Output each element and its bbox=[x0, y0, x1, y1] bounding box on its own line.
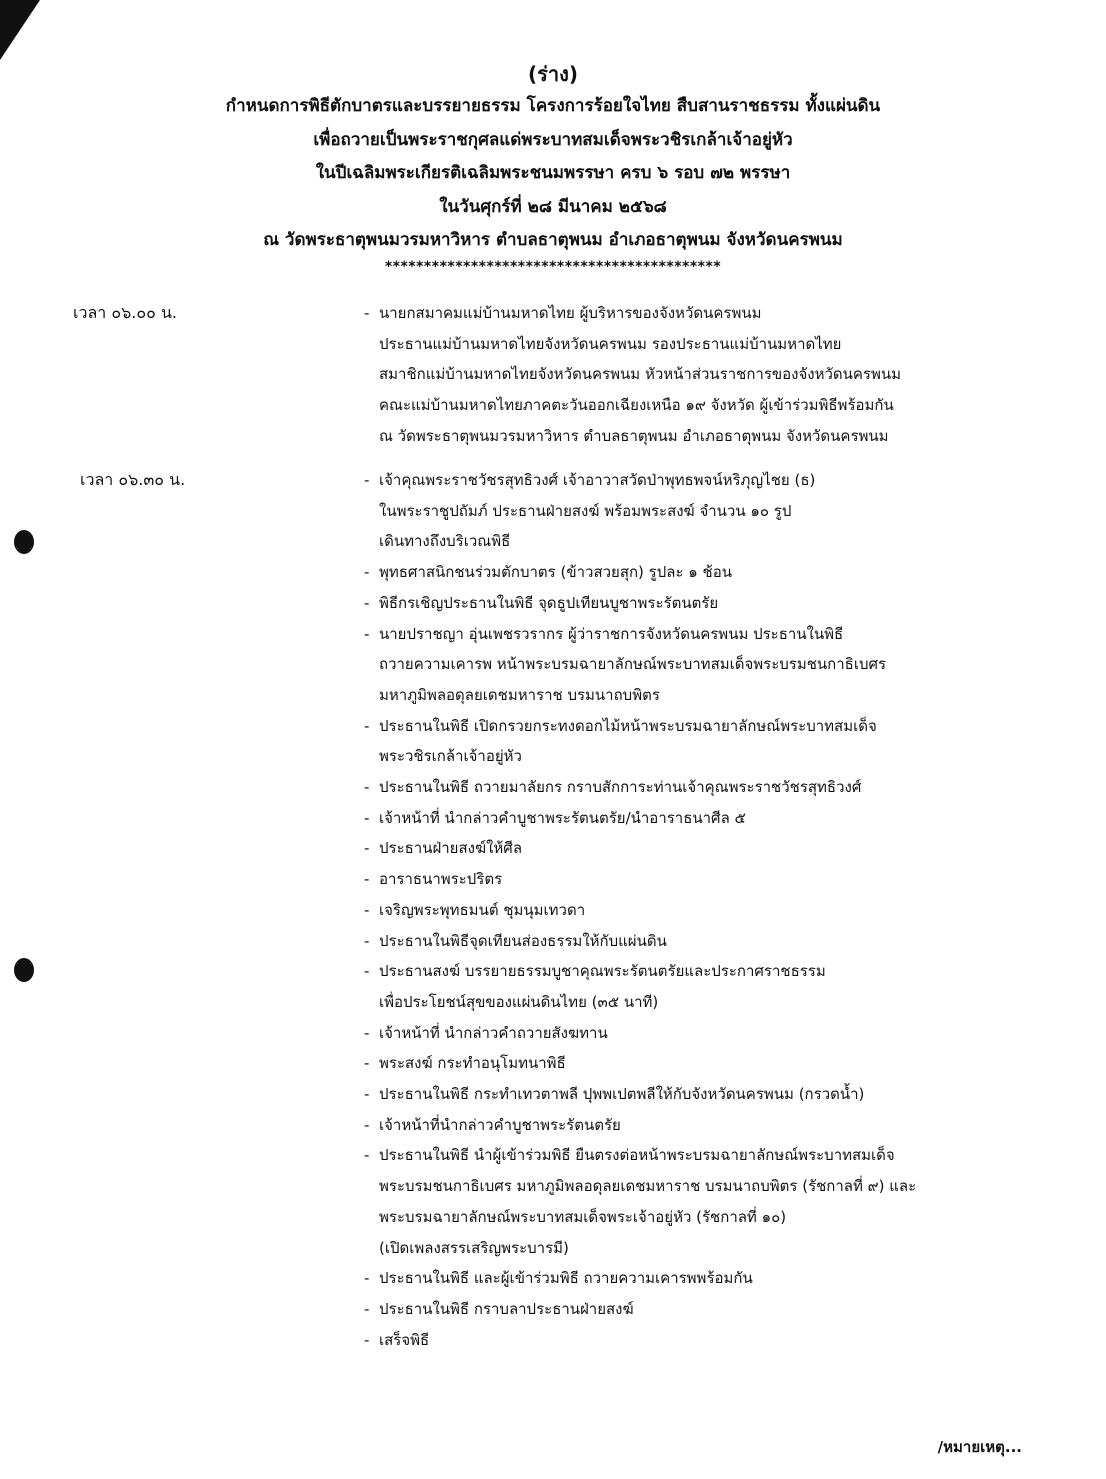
schedule-item-line: ในพระราชูปถัมภ์ ประธานฝ่ายสงฆ์ พร้อมพระสงฆ์ จำนวน ๑๐ รูป bbox=[379, 501, 792, 520]
schedule-time-1: เวลา ๐๖.๐๐ น. bbox=[73, 303, 177, 322]
schedule-item bbox=[364, 803, 1054, 834]
schedule-item-line: - เจ้าหน้าที่ นำกล่าวคำบูชาพระรัตนตรัย/นำอาราธนาศีล ๕ bbox=[379, 808, 746, 827]
schedule-item bbox=[364, 1294, 1054, 1325]
schedule-item bbox=[364, 956, 1054, 1017]
schedule-item-line: เพื่อประโยชน์สุขของแผ่นดินไทย (๓๕ นาที) bbox=[379, 992, 659, 1011]
venue-line: ณ วัดพระธาตุพนมวรมหาวิหาร ตำบลธาตุพนม อำเภอธาตุพนม จังหวัดนครพนม bbox=[263, 230, 843, 250]
schedule-item-line: ถวายความเคารพ หน้าพระบรมฉายาลักษณ์พระบาทสมเด็จพระบรมชนกาธิเบศร bbox=[379, 655, 887, 674]
punch-hole-mark bbox=[14, 530, 34, 554]
schedule-item-line: - พระสงฆ์ กระทำอนุโมทนาพิธี bbox=[379, 1054, 566, 1073]
schedule-item-line: (เปิดเพลงสรรเสริญพระบารมี) bbox=[379, 1238, 569, 1257]
schedule-item bbox=[364, 1079, 1054, 1110]
schedule-item bbox=[364, 1048, 1054, 1079]
document-header bbox=[100, 58, 1006, 276]
footer-note: /หมายเหตุ... bbox=[937, 1438, 1022, 1456]
schedule-items-2 bbox=[364, 465, 1054, 1355]
schedule-item-line: - เจ้าหน้าที่นำกล่าวคำบูชาพระรัตนตรัย bbox=[379, 1115, 621, 1134]
schedule-item-line: - ประธานสงฆ์ บรรยายธรรมบูชาคุณพระรัตนตรัยและประกาศราชธรรม bbox=[379, 962, 826, 981]
schedule-item bbox=[364, 465, 1054, 557]
schedule-item bbox=[364, 1018, 1054, 1049]
schedule-item-line: เดินทางถึงบริเวณพิธี bbox=[379, 532, 511, 551]
schedule-item-line: พระบรมฉายาลักษณ์พระบาทสมเด็จพระเจ้าอยู่หัว (รัชกาลที่ ๑๐) bbox=[379, 1207, 787, 1226]
draft-label: (ร่าง) bbox=[527, 62, 579, 86]
schedule-item-line: - เสร็จพิธี bbox=[379, 1330, 430, 1349]
schedule-item-line: พระวชิรเกล้าเจ้าอยู่หัว bbox=[379, 747, 522, 766]
schedule-item-line: สมาชิกแม่บ้านมหาดไทยจังหวัดนครพนม หัวหน้าส่วนราชการของจังหวัดนครพนม bbox=[379, 365, 902, 384]
schedule-item bbox=[364, 619, 1054, 711]
schedule-item bbox=[364, 1110, 1054, 1141]
schedule-item bbox=[364, 711, 1054, 772]
schedule-item-line: ประธานแม่บ้านมหาดไทยจังหวัดนครพนม รองประธานแม่บ้านมหาดไทย bbox=[379, 334, 842, 353]
schedule-item-line: - อาราธนาพระปริตร bbox=[379, 870, 503, 889]
schedule-item bbox=[364, 557, 1054, 588]
schedule-item-line: - ประธานในพิธี ถวายมาลัยกร กราบสักการะท่านเจ้าคุณพระราชวัชรสุทธิวงศ์ bbox=[379, 778, 862, 797]
schedule-item-line: - ประธานในพิธี กราบลาประธานฝ่ายสงฆ์ bbox=[379, 1299, 634, 1318]
schedule-item-line: มหาภูมิพลอดุลยเดชมหาราช บรมนาถบพิตร bbox=[379, 685, 660, 704]
schedule-item bbox=[364, 1325, 1054, 1356]
separator: ******************************************* bbox=[384, 258, 722, 275]
schedule-item-line: - ประธานในพิธี นำผู้เข้าร่วมพิธี ยืนตรงต่อหน้าพระบรมฉายาลักษณ์พระบาทสมเด็จ bbox=[379, 1146, 895, 1165]
schedule-item-line: - พุทธศาสนิกชนร่วมตักบาตร (ข้าวสวยสุก) รูปละ ๑ ช้อน bbox=[379, 563, 733, 582]
schedule-item-line: - ประธานในพิธี เปิดกรวยกระทงดอกไม้หน้าพระบรมฉายาลักษณ์พระบาทสมเด็จ bbox=[379, 716, 877, 735]
schedule-item-line: ณ วัดพระธาตุพนมวรมหาวิหาร ตำบลธาตุพนม อำเภอธาตุพนม จังหวัดนครพนม bbox=[379, 426, 889, 445]
schedule-item bbox=[364, 772, 1054, 803]
title-line: กำหนดการพิธีตักบาตรและบรรยายธรรม โครงการร้อยใจไทย สืบสานราชธรรม ทั้งแผ่นดิน bbox=[225, 96, 881, 116]
schedule-time-2: เวลา ๐๖.๓๐ น. bbox=[80, 470, 186, 489]
punch-hole-mark bbox=[14, 958, 34, 982]
schedule-item-line: - ประธานในพิธี กระทำเทวตาพลี ปุพพเปตพลีให้กับจังหวัดนครพนม (กรวดน้ำ) bbox=[379, 1085, 865, 1104]
schedule-items-1 bbox=[364, 298, 1054, 452]
schedule-item-line: - พิธีกรเชิญประธานในพิธี จุดธูปเทียนบูชาพระรัตนตรัย bbox=[379, 593, 719, 612]
schedule-item bbox=[364, 588, 1054, 619]
schedule-item bbox=[364, 926, 1054, 957]
schedule-item-line: - เจ้าหน้าที่ นำกล่าวคำถวายสังฆทาน bbox=[379, 1023, 608, 1042]
date-line: ในวันศุกร์ที่ ๒๘ มีนาคม ๒๕๖๘ bbox=[439, 196, 667, 217]
schedule-item-line: - ประธานในพิธี และผู้เข้าร่วมพิธี ถวายความเคารพพร้อมกัน bbox=[379, 1269, 753, 1288]
scan-corner-mark bbox=[0, 0, 40, 60]
schedule-item bbox=[364, 1263, 1054, 1294]
schedule-item-line: - นายกสมาคมแม่บ้านมหาดไทย ผู้บริหารของจังหวัดนครพนม bbox=[379, 304, 762, 322]
schedule-item-line: - ประธานฝ่ายสงฆ์ให้ศีล bbox=[379, 839, 523, 858]
schedule-item-line: - นายปราชญา อุ่นเพชรวรากร ผู้ว่าราชการจังหวัดนครพนม ประธานในพิธี bbox=[379, 624, 844, 643]
schedule-item bbox=[364, 895, 1054, 926]
schedule-item bbox=[364, 833, 1054, 864]
schedule-item-line: - เจริญพระพุทธมนต์ ชุมนุมเทวดา bbox=[379, 900, 586, 919]
schedule-item bbox=[364, 1140, 1054, 1263]
schedule-item-line: พระบรมชนกาธิเบศร มหาภูมิพลอดุลยเดชมหาราช บรมนาถบพิตร (รัชกาลที่ ๙) และ bbox=[379, 1177, 917, 1196]
schedule-item-line: คณะแม่บ้านมหาดไทยภาคตะวันออกเฉียงเหนือ ๑๙ จังหวัด ผู้เข้าร่วมพิธีพร้อมกัน bbox=[379, 396, 894, 415]
schedule-item-line: - เจ้าคุณพระราชวัชรสุทธิวงศ์ เจ้าอาวาสวัดป่าพุทธพจน์หริภุญไชย (ธ) bbox=[379, 471, 816, 489]
subtitle-line: เพื่อถวายเป็นพระราชกุศลแด่พระบาทสมเด็จพระวชิรเกล้าเจ้าอยู่หัว bbox=[313, 129, 793, 150]
occasion-line: ในปีเฉลิมพระเกียรติเฉลิมพระชนมพรรษา ครบ ๖ รอบ ๗๒ พรรษา bbox=[315, 163, 791, 183]
schedule-item bbox=[364, 864, 1054, 895]
schedule-item bbox=[364, 298, 1054, 452]
schedule-item-line: - ประธานในพิธีจุดเทียนส่องธรรมให้กับแผ่นดิน bbox=[379, 931, 667, 950]
